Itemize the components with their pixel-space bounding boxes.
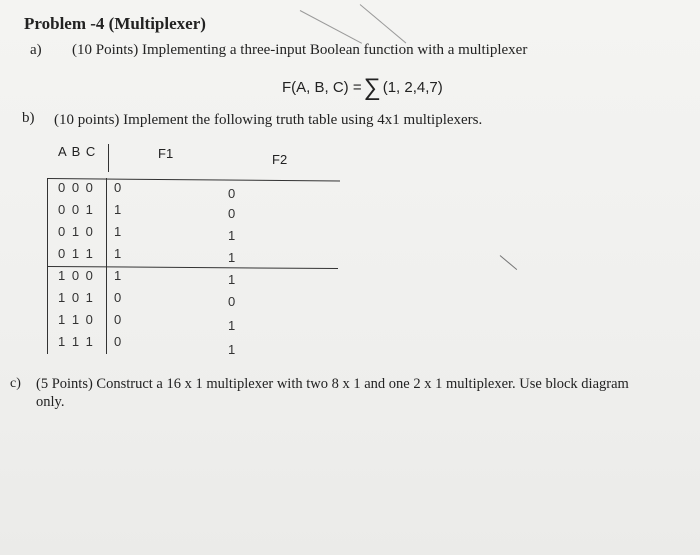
row-abc: 1 1 0 — [58, 312, 95, 327]
row-f1: 0 — [114, 290, 122, 305]
boolean-formula — [282, 74, 443, 102]
row-abc: 0 1 0 — [58, 224, 95, 239]
header-f1: F1 — [158, 146, 174, 161]
row-abc: 1 0 0 — [58, 268, 95, 283]
row-abc: 1 1 1 — [58, 334, 95, 349]
row-f1: 0 — [114, 334, 122, 349]
header-f2: F2 — [272, 152, 288, 167]
row-f2: 1 — [228, 228, 236, 243]
row-f1: 0 — [114, 312, 122, 327]
row-f2: 1 — [228, 318, 236, 333]
formula-lhs: F(A, B, C) = — [282, 79, 362, 96]
row-f1: 1 — [114, 268, 122, 283]
row-f2: 0 — [228, 206, 236, 221]
row-f1: 1 — [114, 224, 122, 239]
row-abc: 0 0 0 — [58, 180, 95, 195]
row-f2: 1 — [228, 342, 236, 357]
formula-rhs: (1, 2,4,7) — [382, 79, 443, 96]
header-abc: A B C — [58, 144, 97, 159]
row-f1: 0 — [114, 180, 122, 195]
header-divider — [108, 144, 109, 172]
part-b-label: b) — [22, 110, 35, 126]
pen-mark — [500, 255, 517, 270]
row-abc: 0 0 1 — [58, 202, 95, 217]
part-c-text-line1: (5 Points) Construct a 16 x 1 multiplexer with two 8 x 1 and one 2 x 1 multiplexer. Use block diagram — [36, 376, 629, 392]
row-f1: 1 — [114, 246, 122, 261]
row-f2: 1 — [228, 272, 236, 287]
row-f2: 0 — [228, 294, 236, 309]
row-f2: 0 — [228, 186, 236, 201]
part-c-text-line2: only. — [36, 394, 65, 410]
part-c-label: c) — [10, 376, 21, 391]
row-f1: 1 — [114, 202, 122, 217]
row-abc: 0 1 1 — [58, 246, 95, 261]
pen-mark — [360, 4, 407, 43]
pen-mark — [300, 10, 362, 44]
problem-title: Problem -4 (Multiplexer) — [24, 14, 206, 33]
row-abc: 1 0 1 — [58, 290, 95, 305]
part-a-text: (10 Points) Implementing a three-input Boolean function with a multiplexer — [72, 42, 528, 58]
part-a-label: a) — [30, 42, 42, 58]
row-f2: 1 — [228, 250, 236, 265]
part-b-text: (10 points) Implement the following truth table using 4x1 multiplexers. — [54, 112, 483, 128]
sigma-symbol: ∑ — [363, 74, 381, 101]
